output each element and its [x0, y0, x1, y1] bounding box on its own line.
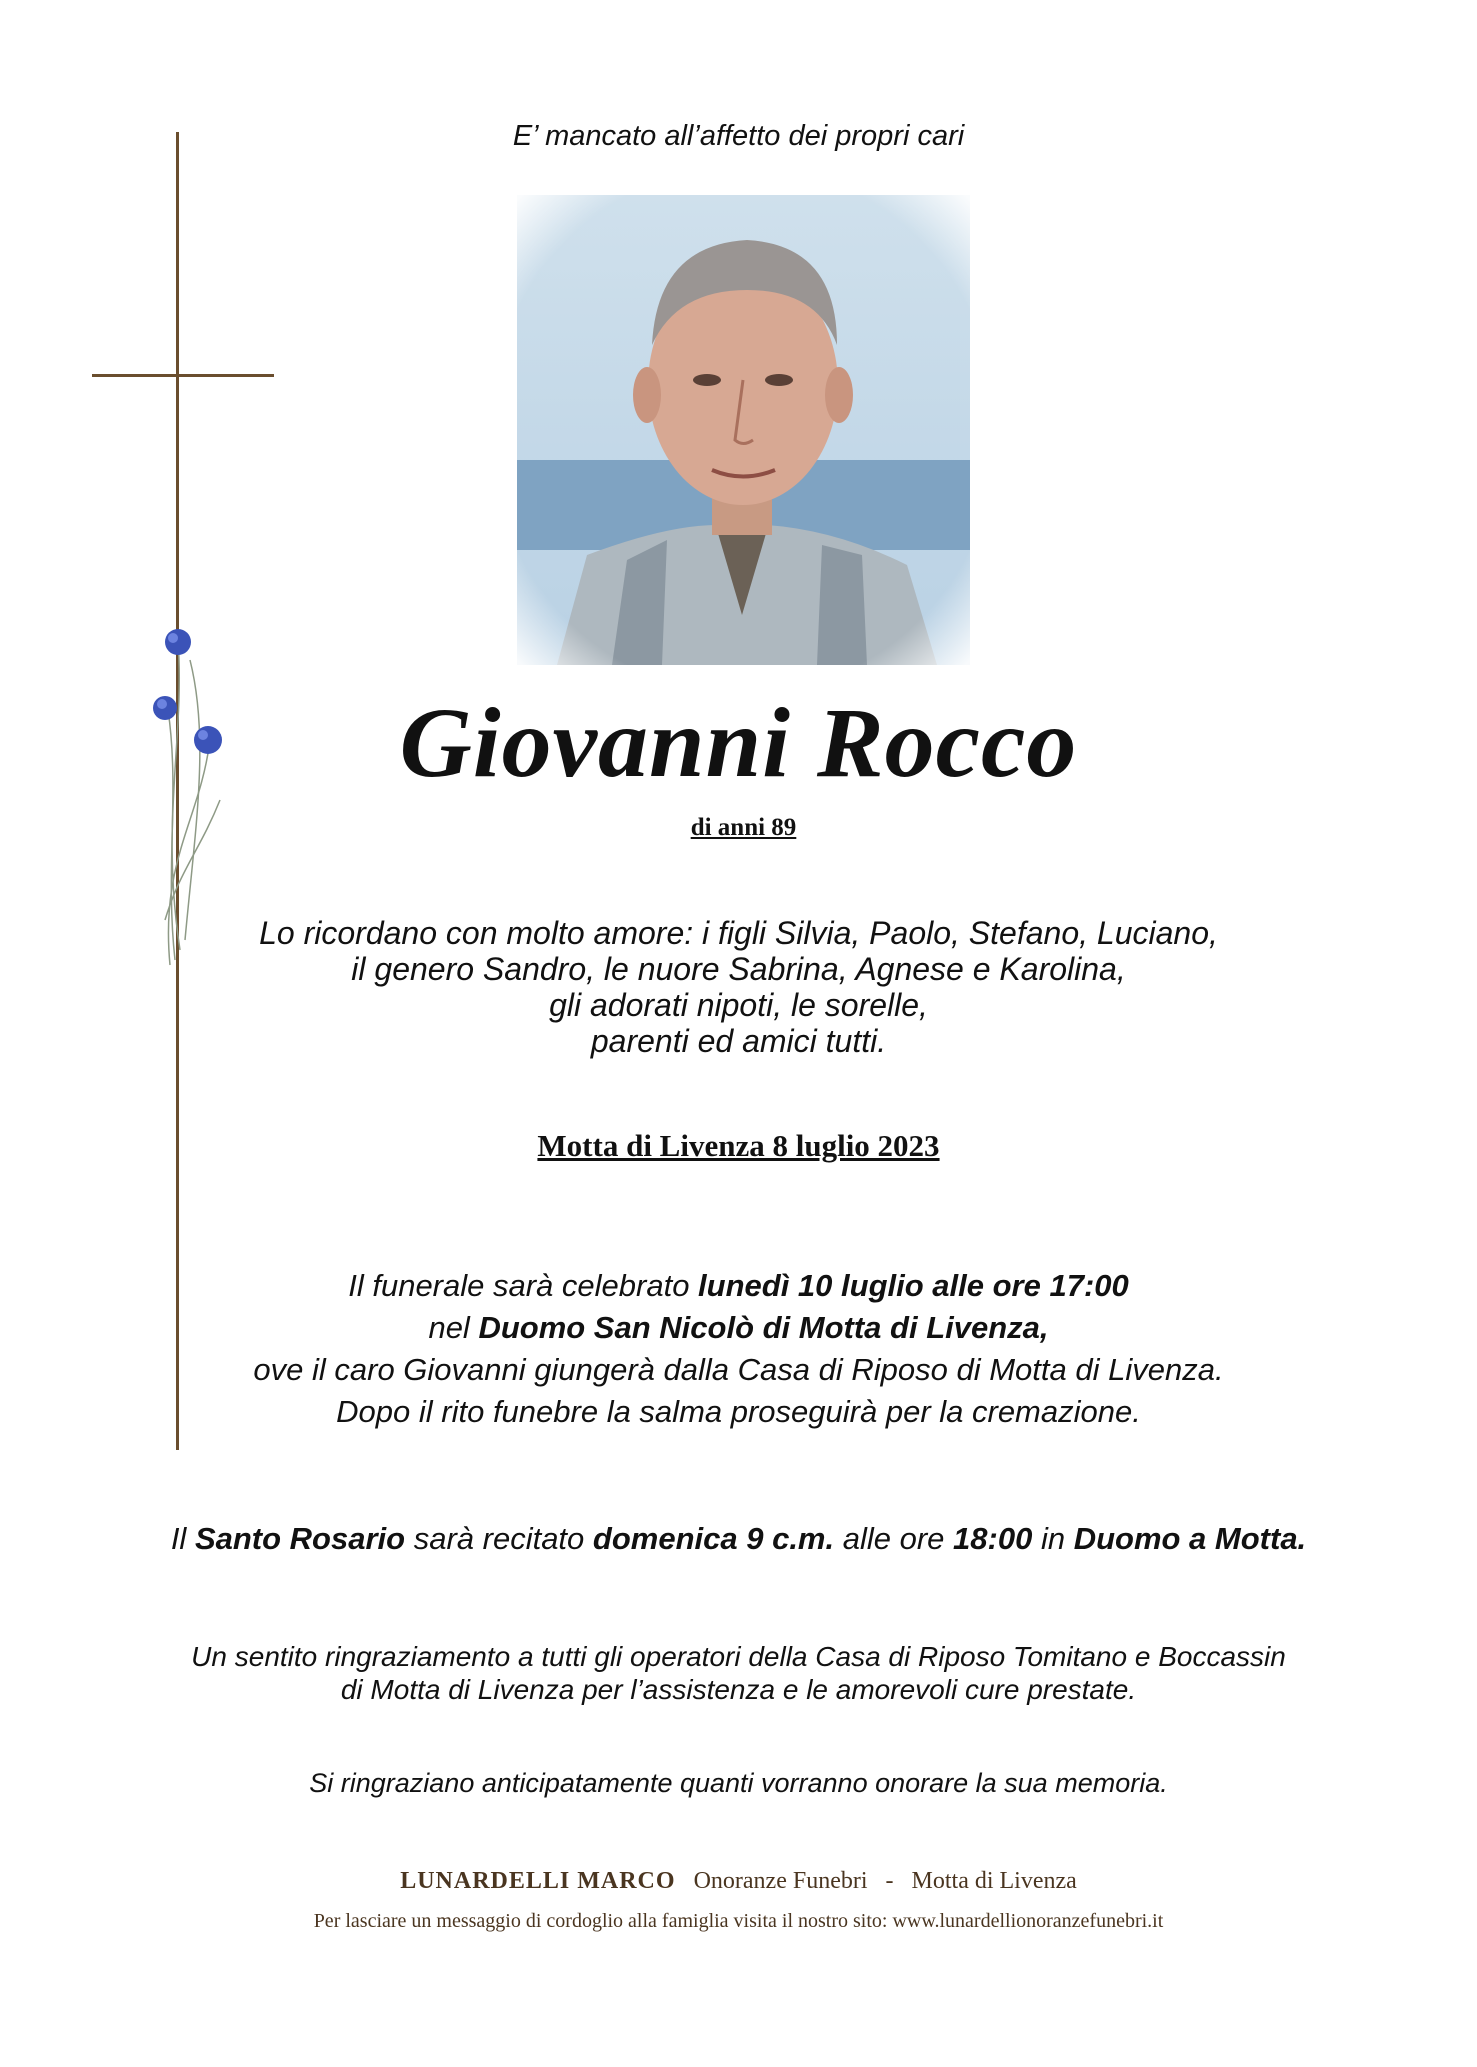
- funeral-line-3: ove il caro Giovanni giungerà dalla Casa di Riposo di Motta di Livenza.: [253, 1352, 1224, 1387]
- company-service: Onoranze Funebri: [693, 1868, 868, 1894]
- place-date: Motta di Livenza 8 luglio 2023: [537, 1128, 940, 1163]
- thanks-line: Un sentito ringraziamento a tutti gli operatori della Casa di Riposo Tomitano e Boccassin: [191, 1641, 1286, 1672]
- intro-text: E’ mancato all’affetto dei propri cari: [512, 120, 965, 152]
- flower-head-1: [165, 629, 191, 655]
- rosary-info: Il Santo Rosario sarà recitato domenica 9 c.m. alle ore 18:00 in Duomo a Motta.: [170, 1521, 1307, 1556]
- footer-company: LUNARDELLI MARCO Onoranze Funebri - Motta di Livenza: [400, 1868, 1077, 1894]
- age-text: di anni 89: [690, 814, 797, 841]
- family-line: Lo ricordano con molto amore: i figli Silvia, Paolo, Stefano, Luciano,: [259, 915, 1218, 951]
- funeral-line-1: Il funerale sarà celebrato lunedì 10 luglio alle ore 17:00: [348, 1268, 1129, 1303]
- family-line: parenti ed amici tutti.: [590, 1023, 887, 1059]
- advance-thanks: Si ringraziano anticipatamente quanti vorranno onorare la sua memoria.: [309, 1768, 1168, 1798]
- funeral-line-4: Dopo il rito funebre la salma proseguirà per la cremazione.: [336, 1394, 1141, 1429]
- company-town: Motta di Livenza: [911, 1868, 1077, 1894]
- portrait-photo: [517, 195, 970, 665]
- family-line: il genero Sandro, le nuore Sabrina, Agnese e Karolina,: [351, 951, 1126, 987]
- thanks-line: di Motta di Livenza per l’assistenza e le amorevoli cure prestate.: [340, 1674, 1137, 1705]
- deceased-name: Giovanni Rocco: [399, 687, 1078, 798]
- funeral-line-2: nel Duomo San Nicolò di Motta di Livenza,: [428, 1310, 1049, 1345]
- thanks-block: [0, 1640, 1477, 1706]
- family-block: [0, 915, 1477, 1059]
- footer-message: Per lasciare un messaggio di cordoglio alla famiglia visita il nostro sito: www.lunardellionoranzefunebri.it: [313, 1910, 1164, 1932]
- family-line: gli adorati nipoti, le sorelle,: [549, 987, 928, 1023]
- company-name: LUNARDELLI MARCO: [400, 1868, 676, 1894]
- cross-horizontal-bar: [92, 374, 274, 377]
- funeral-info: [0, 1265, 1477, 1433]
